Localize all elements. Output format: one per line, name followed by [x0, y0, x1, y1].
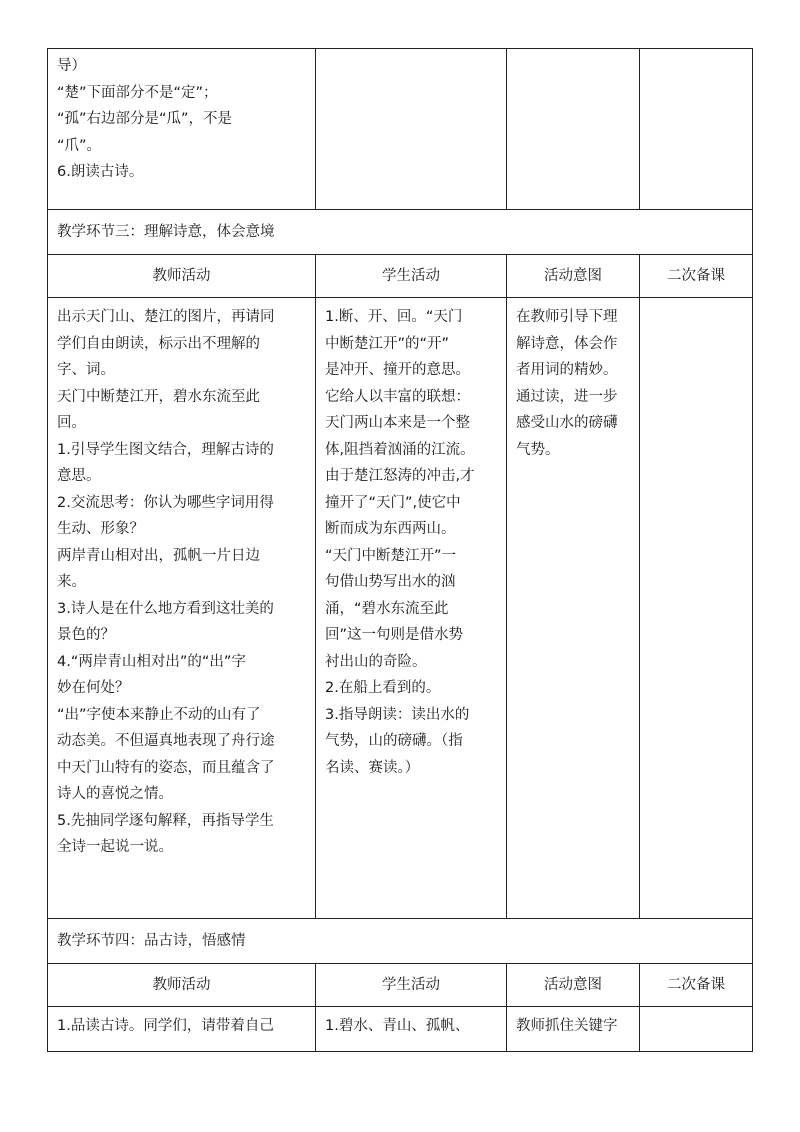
text-line: 全诗一起说一说。	[57, 839, 173, 855]
header-second-prep: 二次备课	[640, 964, 753, 1007]
text-line: “出”字使本来静止不动的山有了	[57, 706, 261, 723]
activity-intent-cell: 教师抓住关键字	[507, 1007, 640, 1052]
text-line: 气势，山的磅礴。（指	[325, 733, 463, 749]
text-line: 诗人的喜悦之情。	[57, 786, 173, 802]
header-second-prep: 二次备课	[640, 255, 753, 298]
text-line: “楚”下面部分不是“定”；	[57, 84, 218, 101]
text-line: 解诗意，体会作	[516, 335, 618, 352]
text-line: 句借山势写出水的汹	[325, 574, 456, 590]
column-header-row	[48, 255, 753, 298]
student-activity-cell: 1.碧水、青山、孤帆、	[316, 1007, 507, 1052]
text-line: 出示天门山、楚江的图片，再请同	[57, 309, 275, 325]
text-line: “爪”。	[57, 137, 102, 154]
student-activity-cell	[316, 298, 507, 919]
text-line: 2.在船上看到的。	[325, 680, 441, 696]
text-line: 学们自由朗读，标示出不理解的	[57, 335, 260, 352]
text-line: 两岸青山相对出，孤帆一片日边	[57, 547, 260, 564]
text-line: 字、词。	[57, 362, 115, 378]
text-line: 回”这一句则是借水势	[325, 627, 464, 643]
text-line: 体,阻挡着汹涌的江流。	[325, 441, 475, 458]
second-prep-cell	[640, 49, 753, 210]
text-line: 中天门山特有的姿态，而且蕴含了	[57, 759, 275, 776]
header-activity-intent: 活动意图	[507, 964, 640, 1007]
text-line: 是冲开、撞开的意思。	[325, 362, 470, 378]
text-line: 回。	[57, 415, 86, 431]
text-line: 动态美。不但逼真地表现了舟行途	[57, 733, 275, 749]
section-title: 教学环节四：品古诗，悟感情	[48, 919, 753, 964]
text-line: 在教师引导下理	[516, 309, 618, 325]
text-line: 来。	[57, 574, 86, 590]
text-line: 它给人以丰富的联想：	[325, 388, 470, 405]
student-activity-cell	[316, 49, 507, 210]
activity-intent-cell	[507, 49, 640, 210]
header-student-activity: 学生活动	[316, 255, 507, 298]
table-row-continued	[48, 49, 753, 210]
text-line: 1.断、开、回。“天门	[325, 309, 463, 325]
header-activity-intent: 活动意图	[507, 255, 640, 298]
text-line: 4.“两岸青山相对出”的“出”字	[57, 653, 246, 670]
text-line: 名读、赛读。）	[325, 759, 420, 776]
text-line: 者用词的精妙。	[516, 362, 618, 378]
text-line: 衬出山的奇险。	[325, 653, 427, 670]
text-line: 景色的？	[57, 627, 115, 643]
text-line: 气势。	[516, 441, 560, 458]
section-title-row	[48, 210, 753, 255]
text-line: 通过读，进一步	[516, 388, 618, 405]
text-line: 天门两山本来是一个整	[325, 415, 470, 431]
text-line: 1.引导学生图文结合，理解古诗的	[57, 441, 274, 458]
teacher-activity-cell: 1.品读古诗。同学们，请带着自己	[48, 1007, 316, 1052]
section-title: 教学环节三：理解诗意，体会意境	[48, 210, 753, 255]
text-line: 感受山水的磅礴	[516, 415, 618, 431]
table-row-partial	[48, 1007, 753, 1052]
header-teacher-activity: 教师活动	[48, 255, 316, 298]
text-line: 断而成为东西两山。	[325, 521, 456, 537]
text-line: 6.朗读古诗。	[57, 164, 144, 180]
text-line: 中断楚江开”的“开”	[325, 335, 450, 352]
lesson-plan-table	[47, 48, 753, 1052]
header-teacher-activity: 教师活动	[48, 964, 316, 1007]
column-header-row	[48, 964, 753, 1007]
text-line: 由于楚江怒涛的冲击,才	[325, 468, 475, 484]
second-prep-cell	[640, 298, 753, 919]
teacher-activity-cell	[48, 49, 316, 210]
text-line: 5.先抽同学逐句解释，再指导学生	[57, 812, 274, 829]
text-line: 撞开了“天门”,使它中	[325, 494, 461, 511]
table-row-main	[48, 298, 753, 919]
text-line: “孤”右边部分是“瓜”，不是	[57, 111, 233, 127]
lesson-plan-page	[47, 48, 752, 1052]
text-line: 生动、形象？	[57, 521, 144, 537]
text-line: “天门中断楚江开”一	[325, 547, 457, 564]
text-line: 意思。	[57, 468, 101, 484]
header-student-activity: 学生活动	[316, 964, 507, 1007]
text-line: 2.交流思考：你认为哪些字词用得	[57, 494, 274, 511]
text-line: 3.诗人是在什么地方看到这壮美的	[57, 600, 274, 617]
text-line: 妙在何处？	[57, 680, 130, 696]
teacher-activity-cell	[48, 298, 316, 919]
section-title-row	[48, 919, 753, 964]
activity-intent-cell	[507, 298, 640, 919]
text-line: 3.指导朗读：读出水的	[325, 706, 470, 723]
text-line: 导）	[57, 58, 86, 74]
text-line: 天门中断楚江开，碧水东流至此	[57, 388, 260, 405]
second-prep-cell	[640, 1007, 753, 1052]
text-line: 涌，“碧水东流至此	[325, 600, 449, 617]
